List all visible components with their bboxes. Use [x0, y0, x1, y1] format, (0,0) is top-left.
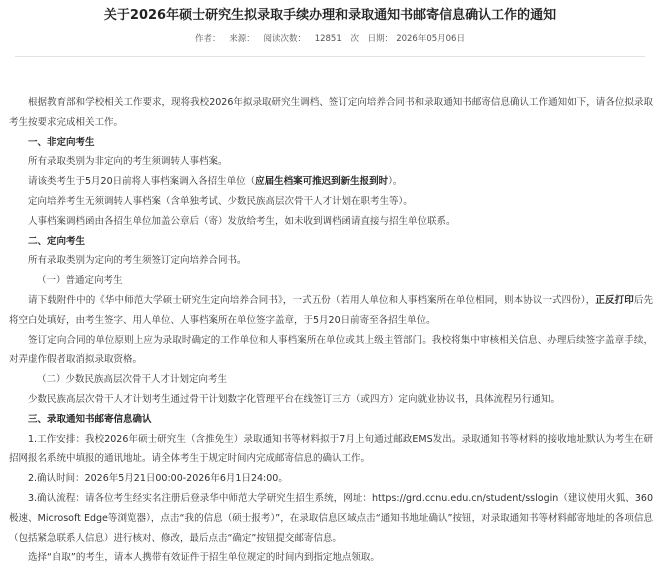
page-title: 关于2026年硕士研究生拟录取手续办理和录取通知书邮寄信息确认工作的通知	[103, 8, 557, 23]
section-2-paragraph-2-end: 后先将空白处填好，由考生签字、用人单位、人事档案所在单位签字盖章，于5月20日前寄至各招生单位。	[9, 294, 653, 326]
views-label: 阅读次数：	[263, 34, 306, 44]
section-2-heading: 二、定向考生	[28, 235, 86, 247]
section-2-paragraph-1: 所有录取类别为定向的考生须签订定向培养合同书。	[28, 255, 247, 267]
section-1-paragraph-1: 所有录取类别为非定向的考生须调转人事档案。	[28, 156, 228, 168]
publish-date: 2026年05月06日	[396, 34, 465, 44]
views-unit: 次	[350, 34, 359, 44]
section-2-subheading-1: （一）普通定向考生	[37, 275, 123, 287]
section-1-paragraph-2-end: ）。	[388, 176, 403, 188]
article-meta	[0, 33, 660, 45]
graduate-archive-note: 应届生档案可推迟到新生报到时	[255, 176, 389, 188]
section-3-paragraph-1: 1.工作安排：我校2026年硕士研究生（含推免生）录取通知书等材料拟于7月上旬通过邮政EMS发出。录取通知书等材料的接收地址默认为考生在研招网报名系统中填报的通讯地址。请全体考生于规定时间内完成邮寄信息的确认工作。	[9, 433, 653, 465]
source-label: 来源：	[229, 34, 255, 44]
section-2-subheading-2: （二）少数民族高层次骨干人才计划定向考生	[37, 374, 228, 386]
section-3-paragraph-2: 2.确认时间：2026年5月21日00:00-2026年6月1日24:00。	[28, 473, 288, 485]
section-2-paragraph-4: 少数民族高层次骨干人才计划考生通过骨干计划数字化管理平台在线签订三方（或四方）定向就业协议书，具体流程另行通知。	[28, 393, 561, 405]
section-1-heading: 一、非定向考生	[28, 136, 95, 148]
section-2-paragraph-3: 签订定向合同的单位原则上应为录取时确定的工作单位和人事档案所在单位或其上级主管部门。我校将集中审核相关信息、办理后续签字盖章手续，对弄虚作假者取消拟录取资格。	[9, 334, 653, 366]
section-1-paragraph-2-text: 请该类考生于5月20日前将人事档案调入各招生单位（	[28, 176, 256, 188]
section-1-paragraph-4: 人事档案调档函由各招生单位加盖公章后（寄）发放给考生，如未收到调档函请直接与招生单位联系。	[28, 215, 456, 227]
author-label: 作者：	[195, 34, 221, 44]
section-2-paragraph-2	[9, 291, 653, 331]
section-1-paragraph-3: 定向培养考生无须调转人事档案（含单独考试、少数民族高层次骨干人才计划在职考生等）。	[28, 195, 413, 207]
section-3-paragraph-4: 选择“自取”的考生，请本人携带有效证件于招生单位规定的时间内到指定地点领取。	[28, 552, 380, 564]
section-2-paragraph-2-text: 请下载附件中的《华中师范大学硕士研究生定向培养合同书》，一式五份（若用人单位和人事档案所在单位相同，则本协议一式四份），	[28, 294, 596, 306]
views-count: 12851	[314, 34, 342, 44]
double-sided-print-note: 正反打印	[595, 294, 634, 306]
date-label: 日期：	[367, 34, 394, 44]
section-1-paragraph-2	[9, 172, 653, 192]
intro-paragraph: 根据教育部和学校相关工作要求，现将我校2026年拟录取研究生调档、签订定向培养合同书和录取通知书邮寄信息确认工作通知如下，请各位拟录取考生按要求完成相关工作。	[9, 97, 653, 128]
section-3-heading: 三、录取通知书邮寄信息确认	[28, 413, 152, 425]
header-divider	[15, 56, 645, 57]
section-3-paragraph-3: 3.确认流程：请各位考生经实名注册后登录华中师范大学研究生招生系统，网址：https://grd.ccnu.edu.cn/student/sslogin（建议使用火狐、360极速、Microsoft Edge等浏览器），点击“我的信息（硕士报考）”，在录取信息区域点击“通知书地址确认”按钮，对录取通知书等材料邮寄地址的各项信息（包括紧急联系人信息）进行核对、修改，最后点击“确定”按钮提交邮寄信息。	[9, 492, 653, 544]
article-body	[9, 93, 653, 568]
